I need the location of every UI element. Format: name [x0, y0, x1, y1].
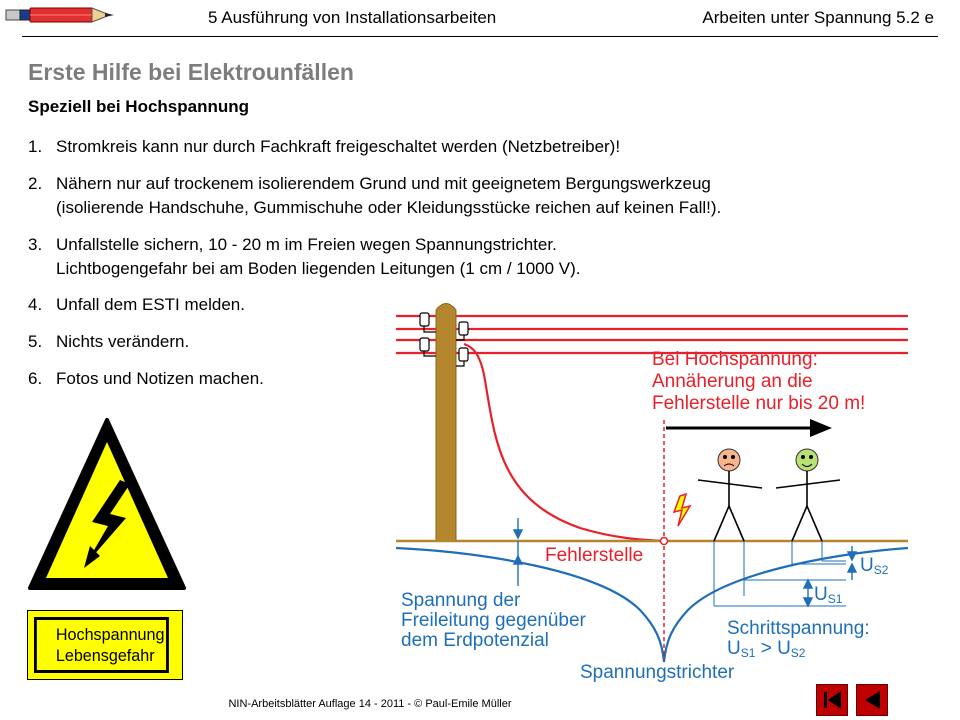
- item-number: 4.: [28, 295, 43, 314]
- fault-point: [661, 538, 668, 545]
- footer: NIN-Arbeitsblätter Auflage 14 - 2011 - © Paul-Emile Müller: [228, 698, 512, 710]
- item-number: 5.: [28, 332, 43, 351]
- funnel-label: Spannungstrichter: [580, 662, 735, 683]
- us2-label: US2: [860, 555, 889, 577]
- fault-label: Fehlerstelle: [545, 545, 644, 566]
- item-text: Nichts verändern.: [56, 332, 190, 351]
- item-number: 1.: [28, 137, 43, 156]
- utility-pole: [436, 304, 456, 542]
- item-text: (isolierende Handschuhe, Gummischuhe oder Kleidungsstücke reichen auf keinen Fall!).: [56, 198, 722, 217]
- first-page-button[interactable]: [816, 684, 848, 716]
- voltage-label-line3: dem Erdpotenzial: [401, 630, 549, 651]
- danger-sign-line1: Hochspannung: [55, 625, 165, 644]
- step-voltage-label: Schrittspannung:: [727, 618, 870, 639]
- item-text: Nähern nur auf trockenem isolierendem Grund und mit geeignetem Bergungswerkzeug: [56, 174, 711, 193]
- item-text: Fotos und Notizen machen.: [56, 369, 264, 388]
- direction-arrow-icon: [810, 419, 832, 437]
- previous-page-button[interactable]: [856, 684, 888, 716]
- header-chapter: 5 Ausführung von Installationsarbeiten: [208, 8, 497, 27]
- page-title: Erste Hilfe bei Elektrounfällen: [28, 59, 354, 85]
- header-section: Arbeiten unter Spannung 5.2 e: [702, 8, 934, 27]
- back-arrow-icon: [857, 685, 887, 715]
- subtitle: Speziell bei Hochspannung: [28, 97, 250, 116]
- person-sad-icon: [698, 449, 762, 541]
- lightning-icon: [674, 494, 690, 526]
- item-number: 6.: [28, 369, 43, 388]
- warning-line2: Annäherung an die: [652, 371, 813, 392]
- step-voltage-relation: US1 > US2: [727, 638, 806, 660]
- person-happy-icon: [776, 449, 840, 541]
- us1-label: US1: [814, 584, 843, 606]
- item-text: Unfallstelle sichern, 10 - 20 m im Freien wegen Spannungstrichter.: [56, 235, 557, 254]
- item-text: Unfall dem ESTI melden.: [56, 295, 245, 314]
- skip-back-icon: [817, 685, 847, 715]
- item-text: Lichtbogengefahr bei am Boden liegenden Leitungen (1 cm / 1000 V).: [56, 259, 581, 278]
- item-number: 3.: [28, 235, 43, 254]
- item-number: 2.: [28, 174, 43, 193]
- voltage-label-line2: Freileitung gegenüber: [401, 610, 586, 631]
- warning-line1: Bei Hochspannung:: [652, 349, 818, 370]
- voltage-label-line1: Spannung der: [401, 590, 521, 611]
- item-text: Stromkreis kann nur durch Fachkraft freigeschaltet werden (Netzbetreiber)!: [56, 137, 621, 156]
- danger-sign-line2: Lebensgefahr: [55, 646, 155, 665]
- warning-line3: Fehlerstelle nur bis 20 m!: [652, 393, 866, 414]
